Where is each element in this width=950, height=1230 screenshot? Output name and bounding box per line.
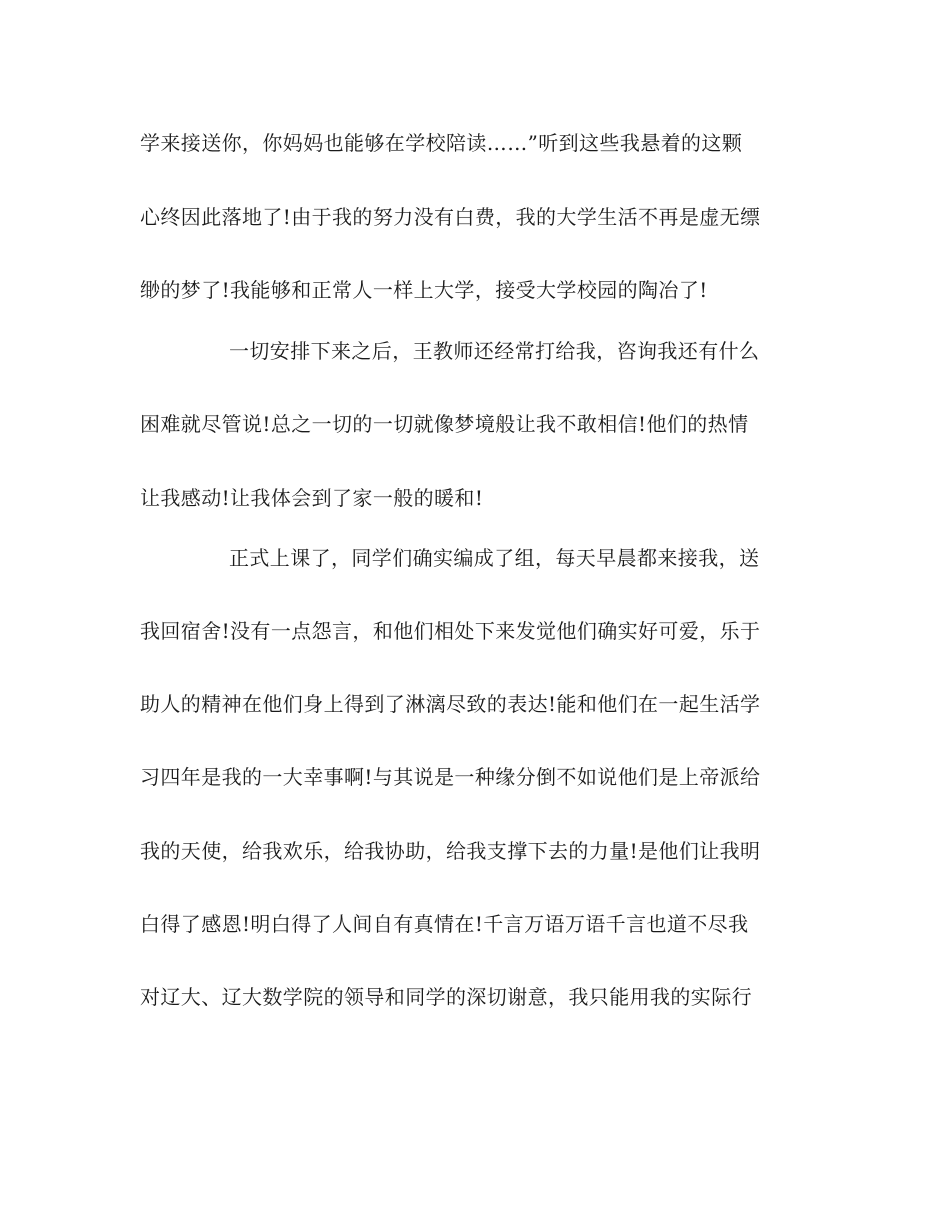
text-line: 助人的精神在他们身上得到了淋漓尽致的表达!能和他们在一起生活学	[140, 692, 761, 716]
text-line: 我的天使，给我欢乐，给我协助，给我支撑下去的力量!是他们让我明	[140, 839, 761, 863]
text-line: 正式上课了，同学们确实编成了组，每天早晨都来接我，送	[229, 546, 760, 570]
text-line: 让我感动!让我体会到了家一般的暖和!	[140, 486, 484, 510]
text-line: 对辽大、辽大数学院的领导和同学的深切谢意，我只能用我的实际行	[140, 985, 752, 1009]
text-line: 心终因此落地了!由于我的努力没有白费，我的大学生活不再是虚无缥	[140, 205, 761, 229]
text-line: 习四年是我的一大幸事啊!与其说是一种缘分倒不如说他们是上帝派给	[140, 765, 761, 789]
text-line: 困难就尽管说!总之一切的一切就像梦境般让我不敢相信!他们的热情	[140, 412, 749, 436]
text-line: 白得了感恩!明白得了人间自有真情在!千言万语万语千言也道不尽我	[140, 912, 749, 936]
text-line: 我回宿舍!没有一点怨言，和他们相处下来发觉他们确实好可爱，乐于	[140, 619, 761, 643]
text-line: 学来接送你，你妈妈也能够在学校陪读……”听到这些我悬着的这颗	[140, 131, 743, 155]
text-line: 缈的梦了!我能够和正常人一样上大学，接受大学校园的陶冶了!	[140, 278, 708, 302]
text-line: 一切安排下来之后，王教师还经常打给我，咨询我还有什么	[229, 339, 760, 363]
